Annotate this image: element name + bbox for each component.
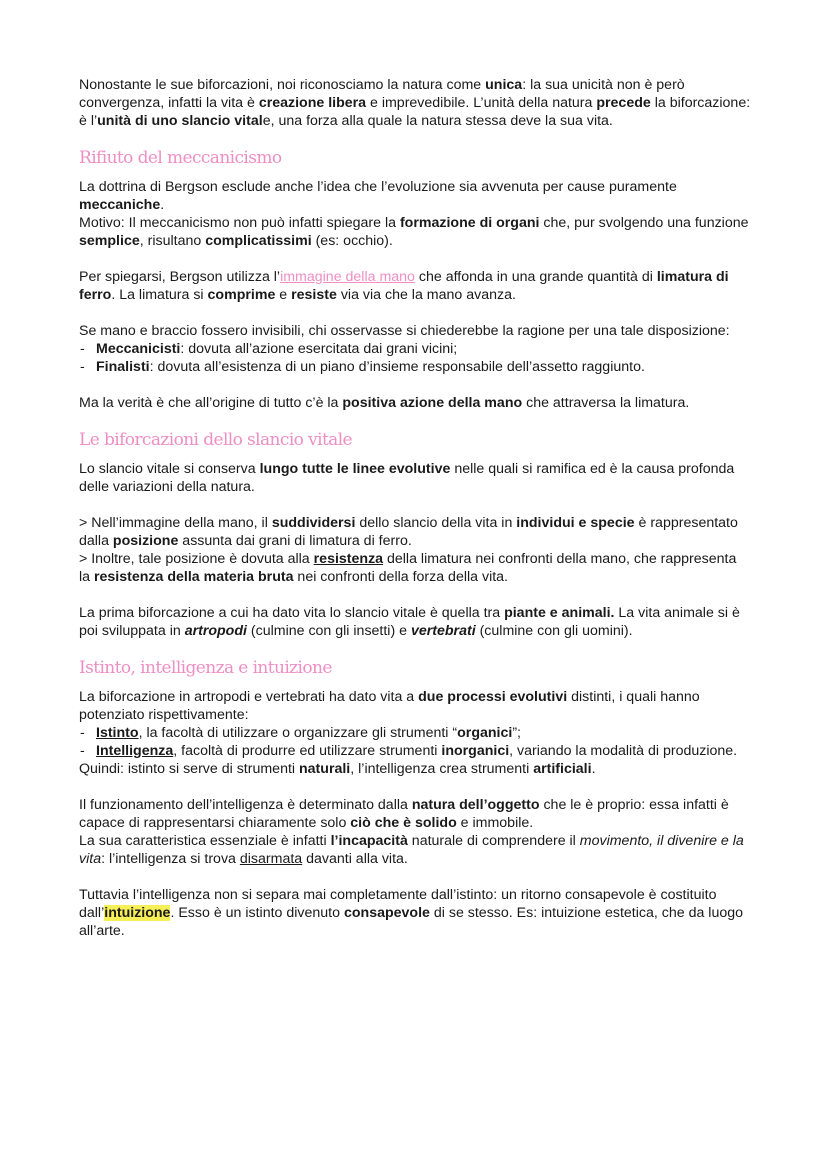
paragraph-invisible: Se mano e braccio fossero invisibili, chi osservasse si chiederebbe la ragione per una tale disposizione:	[79, 323, 730, 339]
heading-bifurcations: Le biforcazioni dello slancio vitale	[79, 430, 353, 450]
paragraph-doctrine: La dottrina di Bergson esclude anche l’idea che l’evoluzione sia avvenuta per cause puramente meccaniche.	[79, 179, 677, 213]
paragraph-first-bifurcation: La prima biforcazione a cui ha dato vita lo slancio vitale è quella tra piante e animali. La vita animale si è poi sviluppata in artropodi (culmine con gli insetti) e vertebrati (culmine con gli uomini).	[79, 605, 740, 639]
paragraph-motivo: Motivo: Il meccanicismo non può infatti spiegare la formazione di organi che, pur svolgendo una funzione semplice, risultano complicatissimi (es: occhio).	[79, 215, 749, 249]
list-item: - Istinto, la facoltà di utilizzare o organizzare gli strumenti “organici”;	[79, 724, 751, 742]
paragraph-intelligence-function: Il funzionamento dell’intelligenza è determinato dalla natura dell’oggetto che le è proprio: essa infatti è capace di rappresentarsi chiaramente solo ciò che è solido e immobile.	[79, 797, 729, 831]
paragraph-hand-image: Per spiegarsi, Bergson utilizza l’immagine della mano che affonda in una grande quantità di limatura di ferro. La limatura si comprime e resiste via via che la mano avanza.	[79, 269, 729, 303]
paragraph-suddividersi: > Nell’immagine della mano, il suddividersi dello slancio della vita in individui e specie è rappresentato dalla posizione assunta dai grani di limatura di ferro.	[79, 515, 738, 549]
document-page	[79, 76, 751, 940]
paragraph-incapacity: La sua caratteristica essenziale è infatti l’incapacità naturale di comprendere il movimento, il divenire e la vita: l’intelligenza si trova disarmata davanti alla vita.	[79, 833, 744, 867]
list-item: - Meccanicisti: dovuta all’azione esercitata dai grani vicini;	[79, 340, 751, 358]
hand-image-link[interactable]: immagine della mano	[280, 269, 415, 285]
paragraph-quindi: Quindi: istinto si serve di strumenti naturali, l’intelligenza crea strumenti artificiali.	[79, 761, 596, 777]
paragraph-unity: Nonostante le sue biforcazioni, noi riconosciamo la natura come unica: la sua unicità non è però convergenza, infatti la vita è creazione libera e imprevedibile. L’unità della natura precede la biforcazione: è l’unità di uno slancio vitale, una forza alla quale la natura stessa deve la sua vita.	[79, 77, 751, 129]
paragraph-resistenza: > Inoltre, tale posizione è dovuta alla resistenza della limatura nei confronti della mano, che rappresenta la resistenza della materia bruta nei confronti della forza della vita.	[79, 551, 737, 585]
list-positions	[79, 340, 751, 376]
paragraph-processes: La biforcazione in artropodi e vertebrati ha dato vita a due processi evolutivi distinti, i quali hanno potenziato rispettivamente:	[79, 689, 700, 723]
paragraph-slancio: Lo slancio vitale si conserva lungo tutte le linee evolutive nelle quali si ramifica ed è la causa profonda delle variazioni della natura.	[79, 461, 735, 495]
list-faculties	[79, 724, 751, 760]
highlighted-intuizione: intuizione	[104, 905, 171, 921]
paragraph-truth: Ma la verità è che all’origine di tutto c’è la positiva azione della mano che attraversa la limatura.	[79, 395, 690, 411]
list-item: - Intelligenza, facoltà di produrre ed utilizzare strumenti inorganici, variando la modalità di produzione.	[79, 742, 751, 760]
paragraph-intuition: Tuttavia l’intelligenza non si separa mai completamente dall’istinto: un ritorno consapevole è costituito dall’intuizione. Esso è un istinto divenuto consapevole di se stesso. Es: intuizione estetica, che da luogo all’arte.	[79, 887, 744, 939]
list-item: - Finalisti: dovuta all’esistenza di un piano d’insieme responsabile dell’assetto raggiunto.	[79, 358, 751, 376]
heading-mechanism: Rifiuto del meccanicismo	[79, 148, 282, 168]
heading-instinct: Istinto, intelligenza e intuizione	[79, 658, 332, 678]
